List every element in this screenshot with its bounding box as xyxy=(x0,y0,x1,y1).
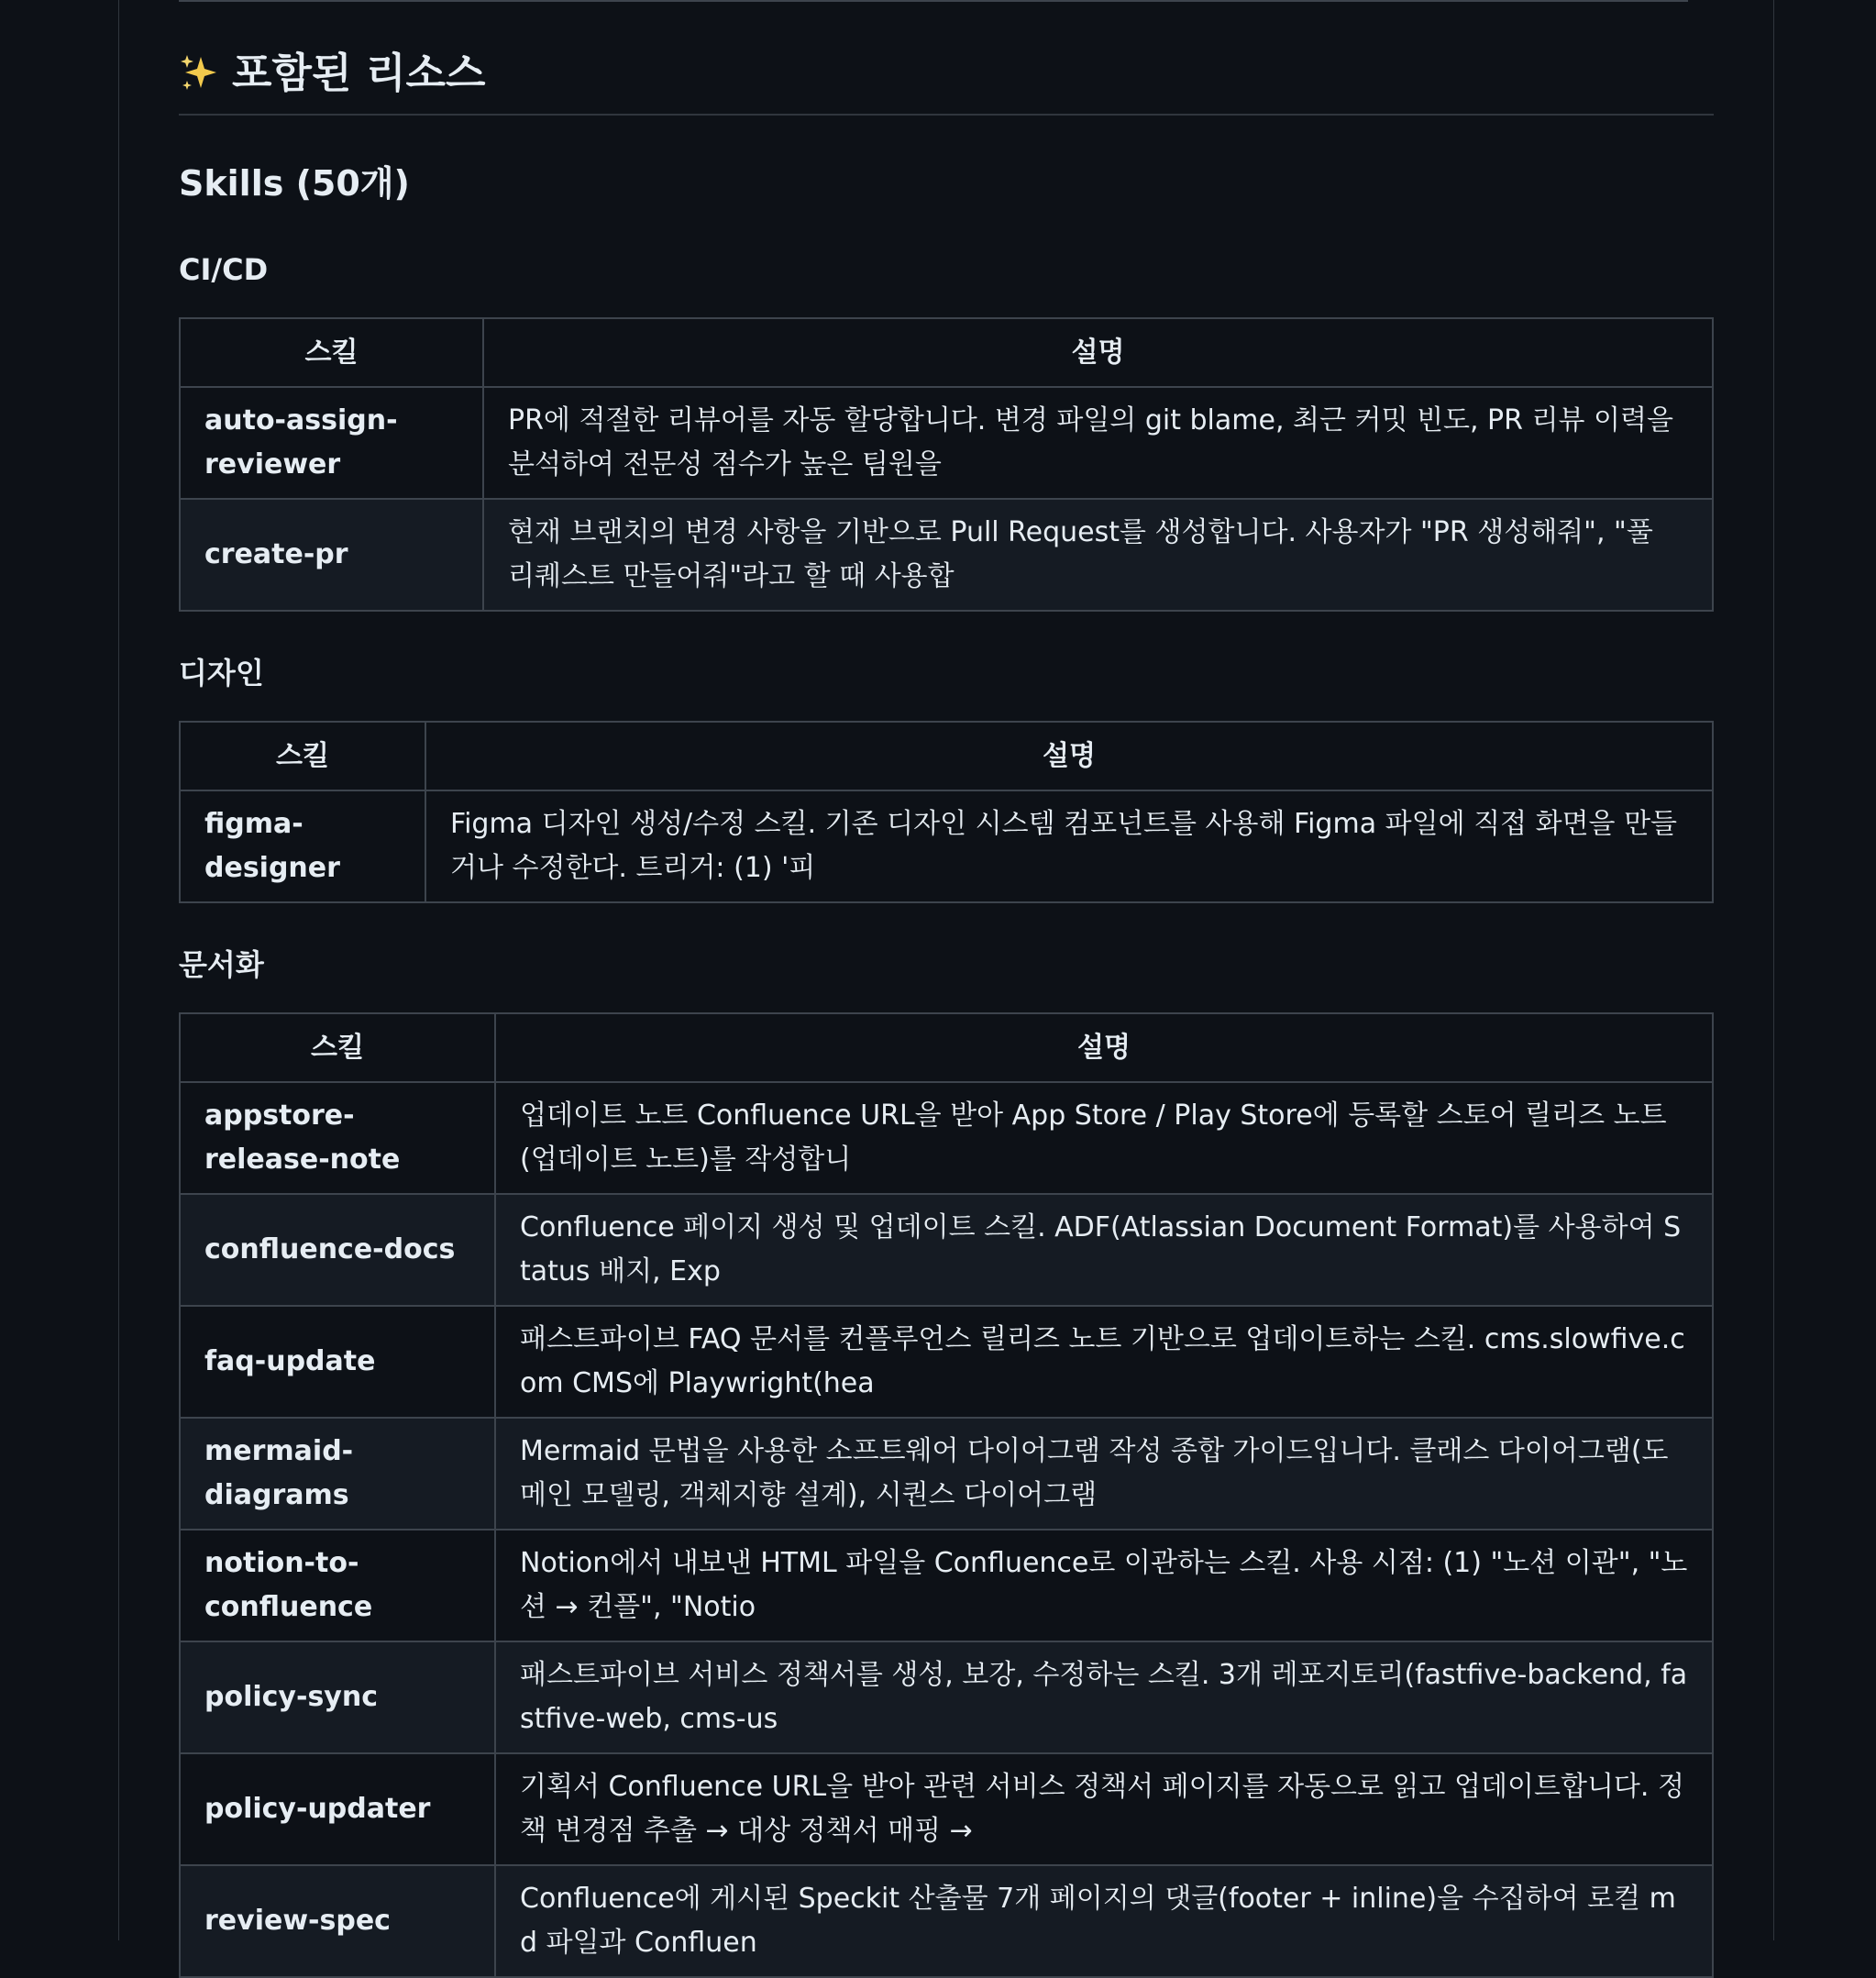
skill-name-cell: review-spec xyxy=(180,1865,495,1977)
table-row xyxy=(180,1530,1713,1641)
column-header-description: 설명 xyxy=(425,722,1713,790)
table-row xyxy=(180,1194,1713,1306)
skill-name-cell: policy-sync xyxy=(180,1641,495,1753)
skill-name-cell: policy-updater xyxy=(180,1753,495,1865)
skill-description-cell: 패스트파이브 FAQ 문서를 컨플루언스 릴리즈 노트 기반으로 업데이트하는 스킬. cms.slowfive.com CMS에 Playwright(hea xyxy=(495,1306,1713,1418)
skills-table-design xyxy=(179,721,1714,903)
column-header-description: 설명 xyxy=(495,1013,1713,1082)
skill-name-cell: faq-update xyxy=(180,1306,495,1418)
skill-name-cell: mermaid-diagrams xyxy=(180,1418,495,1530)
table-row xyxy=(180,1418,1713,1530)
skill-name-cell: create-pr xyxy=(180,499,483,611)
skill-description-cell: Figma 디자인 생성/수정 스킬. 기존 디자인 시스템 컴포넌트를 사용해 Figma 파일에 직접 화면을 만들거나 수정한다. 트리거: (1) '피 xyxy=(425,790,1713,902)
category-heading-cicd: CI/CD xyxy=(179,252,269,287)
sparkles-icon xyxy=(179,53,219,94)
table-row xyxy=(180,387,1713,499)
skill-name-cell: figma-designer xyxy=(180,790,425,902)
skill-description-cell: 업데이트 노트 Confluence URL을 받아 App Store / Play Store에 등록할 스토어 릴리즈 노트(업데이트 노트)를 작성합니 xyxy=(495,1082,1713,1194)
column-header-skill: 스킬 xyxy=(180,1013,495,1082)
table-row xyxy=(180,1306,1713,1418)
table-row xyxy=(180,499,1713,611)
skill-description-cell: Mermaid 문법을 사용한 소프트웨어 다이어그램 작성 종합 가이드입니다. 클래스 다이어그램(도메인 모델링, 객체지향 설계), 시퀀스 다이어그램 xyxy=(495,1418,1713,1530)
skill-description-cell: Notion에서 내보낸 HTML 파일을 Confluence로 이관하는 스킬. 사용 시점: (1) "노션 이관", "노션 → 컨플", "Notio xyxy=(495,1530,1713,1641)
table-row xyxy=(180,1641,1713,1753)
skill-description-cell: Confluence 페이지 생성 및 업데이트 스킬. ADF(Atlassian Document Format)를 사용하여 Status 배지, Exp xyxy=(495,1194,1713,1306)
skill-description-cell: PR에 적절한 리뷰어를 자동 할당합니다. 변경 파일의 git blame, 최근 커밋 빈도, PR 리뷰 이력을 분석하여 전문성 점수가 높은 팀원을 xyxy=(483,387,1713,499)
column-header-skill: 스킬 xyxy=(180,318,483,387)
skill-description-cell: 현재 브랜치의 변경 사항을 기반으로 Pull Request를 생성합니다. 사용자가 "PR 생성해줘", "풀 리퀘스트 만들어줘"라고 할 때 사용합 xyxy=(483,499,1713,611)
skill-description-cell: 기획서 Confluence URL을 받아 관련 서비스 정책서 페이지를 자동으로 읽고 업데이트합니다. 정책 변경점 추출 → 대상 정책서 매핑 → xyxy=(495,1753,1713,1865)
skill-description-cell: 패스트파이브 서비스 정책서를 생성, 보강, 수정하는 스킬. 3개 레포지토리(fastfive-backend, fastfive-web, cms-us xyxy=(495,1641,1713,1753)
skills-table-docs xyxy=(179,1012,1714,1978)
skill-name-cell: notion-to-confluence xyxy=(180,1530,495,1641)
section-heading-resources xyxy=(179,48,1714,116)
table-row xyxy=(180,1082,1713,1194)
previous-table-bottom-border xyxy=(179,0,1688,2)
table-row xyxy=(180,1865,1713,1977)
skill-description-cell: Confluence에 게시된 Speckit 산출물 7개 페이지의 댓글(footer + inline)을 수집하여 로컬 md 파일과 Confluen xyxy=(495,1865,1713,1977)
column-header-description: 설명 xyxy=(483,318,1713,387)
column-header-skill: 스킬 xyxy=(180,722,425,790)
category-heading-docs: 문서화 xyxy=(179,947,264,982)
table-row xyxy=(180,790,1713,902)
skills-table-cicd xyxy=(179,317,1714,612)
category-heading-design: 디자인 xyxy=(179,656,264,691)
skills-heading: Skills (50개) xyxy=(179,163,410,204)
table-row xyxy=(180,1753,1713,1865)
skill-name-cell: appstore-release-note xyxy=(180,1082,495,1194)
skill-name-cell: confluence-docs xyxy=(180,1194,495,1306)
skill-name-cell: auto-assign-reviewer xyxy=(180,387,483,499)
section-title-text: 포함된 리소스 xyxy=(232,49,486,97)
